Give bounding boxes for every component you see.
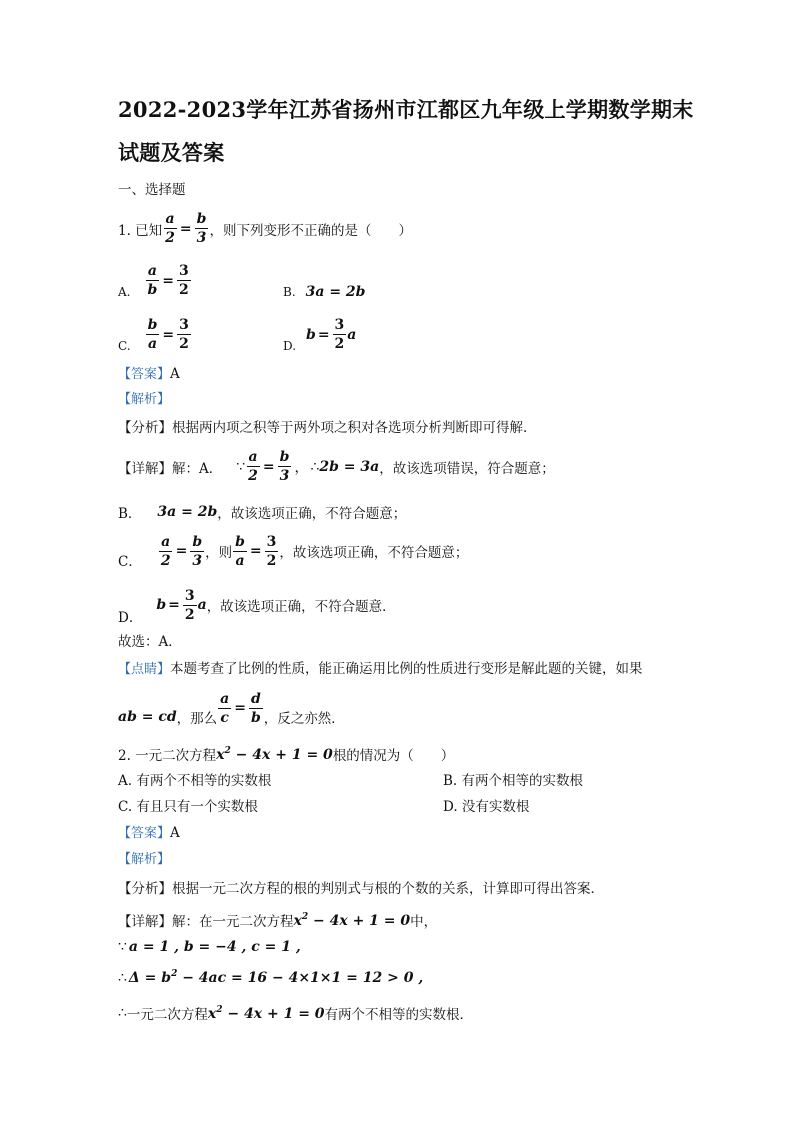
q2-answer: 【答案】A [118, 825, 180, 841]
q2-stem: 2. 一元二次方程 $x^2 - 4x + 1 = 0$ 根的情况为（ ） [118, 745, 455, 764]
q2-option-d: D. 没有实数根 [443, 799, 530, 815]
q1-detail-c: C． $\frac{a}{2}$ = $\frac{b}{3}$ ，则 $\frac{b}{a}$ = $\frac{3}{2}$ ，故该选项正确，不符合题意； [118, 533, 469, 570]
q2-option-a: A. 有两个不相等的实数根 [118, 773, 272, 789]
q1-stem-rest: ，则下列变形不正确的是（ ） [209, 222, 412, 239]
title-line-1: 2022-2023学年江苏省扬州市江都区九年级上学期数学期末 [118, 97, 694, 122]
title-line-2: 试题及答案 [118, 140, 225, 165]
q2-option-b: B. 有两个相等的实数根 [443, 773, 584, 789]
q1-answer: 【答案】A [118, 366, 180, 382]
q1-option-d: D. b = $\frac{3}{2}$ a [283, 317, 357, 353]
q1-number: 1. 已知 [118, 222, 163, 239]
q1-analysis-tag: 【解析】 [118, 392, 171, 407]
q1-option-a: A. $\frac{a}{b}$ = $\frac{3}{2}$ [118, 263, 189, 299]
q1-detail-a: 【详解】 解：A． ∵ $\frac{a}{2}$ = $\frac{b}{3}$ ， ∴ 2b = 3a ，故该选项错误，符合题意； [118, 449, 555, 484]
section-heading: 一、选择题 [118, 182, 186, 198]
q1-stem: 1. 已知 $\frac{a}{2}$ = $\frac{b}{3}$ ，则下列变形不正确的是（ ） [118, 211, 412, 246]
q2-option-c: C. 有且只有一个实数根 [118, 799, 258, 815]
q1-fenxi: 【分析】根据两内项之积等于两外项之积对各选项分析判断即可得解． [118, 420, 537, 436]
q2-discriminant: ∴ $\Delta = b^2 - 4ac = 16 - 4\times 1\times 1 = 12 > 0$ , [118, 969, 424, 986]
q1-premise-frac-b: $\frac{b}{3}$ [196, 211, 207, 246]
q1-dianjing-formula: ab = cd ，那么 $\frac{a}{c}$ = $\frac{d}{b}$ ，反之亦然． [118, 690, 345, 727]
q1-detail-b: B． 3a = 2b ，故该选项正确，不符合题意； [118, 504, 407, 522]
q2-conclusion: ∴ 一元二次方程 $x^2 - 4x + 1 = 0$ 有两个不相等的实数根． [118, 1004, 474, 1023]
q1-detail-d: D． b = $\frac{3}{2}$ a ，故该选项正确，不符合题意． [118, 587, 396, 626]
q1-choose: 故选：A． [118, 634, 182, 650]
q2-coefficients: ∵ a = 1 , b = −4 , c = 1 , [118, 939, 301, 955]
q1-dianjing: 【点睛】本题考查了比例的性质，能正确运用比例的性质进行变形是解此题的关键，如果 [118, 661, 643, 677]
q2-analysis-tag: 【解析】 [118, 852, 171, 867]
q1-premise-frac-a: $\frac{a}{2}$ [165, 211, 175, 246]
q2-detail: 【详解】 解：在一元二次方程 $x^2 - 4x + 1 = 0$ 中， [118, 911, 438, 930]
q2-fenxi: 【分析】根据一元二次方程的根的判别式与根的个数的关系，计算即可得出答案． [118, 881, 604, 897]
q1-option-b: B. 3a = 2b [283, 284, 366, 300]
q1-option-c: C. $\frac{b}{a}$ = $\frac{3}{2}$ [118, 317, 189, 353]
